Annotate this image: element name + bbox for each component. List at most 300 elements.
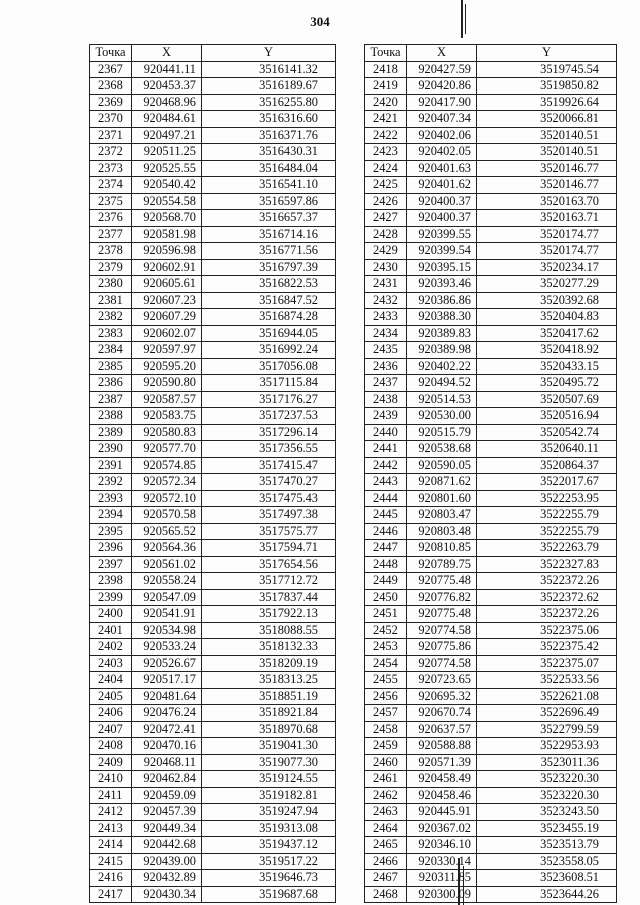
x-coordinate-cell: 920590.05 [407, 457, 477, 474]
table-row [365, 94, 617, 111]
y-coordinate-cell: 3520163.71 [477, 210, 617, 227]
table-row [90, 177, 336, 194]
table-row [90, 358, 336, 375]
point-number-cell: 2415 [90, 853, 132, 870]
x-coordinate-cell: 920565.52 [132, 523, 202, 540]
coordinates-table-left [89, 44, 336, 903]
table-row [365, 853, 617, 870]
table-row [365, 738, 617, 755]
x-coordinate-cell: 920458.46 [407, 787, 477, 804]
point-number-cell: 2431 [365, 276, 407, 293]
y-coordinate-cell: 3519247.94 [202, 804, 336, 821]
x-coordinate-cell: 920803.48 [407, 523, 477, 540]
table-row [90, 655, 336, 672]
y-coordinate-cell: 3522255.79 [477, 507, 617, 524]
y-coordinate-cell: 3523558.05 [477, 853, 617, 870]
x-coordinate-cell: 920402.22 [407, 358, 477, 375]
x-coordinate-cell: 920570.58 [132, 507, 202, 524]
point-number-cell: 2457 [365, 705, 407, 722]
x-coordinate-cell: 920588.88 [407, 738, 477, 755]
y-coordinate-cell: 3523243.50 [477, 804, 617, 821]
y-coordinate-cell: 3523220.30 [477, 771, 617, 788]
x-coordinate-cell: 920774.58 [407, 655, 477, 672]
y-coordinate-cell: 3519437.12 [202, 837, 336, 854]
x-coordinate-cell: 920449.34 [132, 820, 202, 837]
x-coordinate-cell: 920481.64 [132, 688, 202, 705]
y-coordinate-cell: 3520234.17 [477, 259, 617, 276]
x-coordinate-cell: 920395.15 [407, 259, 477, 276]
point-number-cell: 2440 [365, 424, 407, 441]
y-coordinate-cell: 3518851.19 [202, 688, 336, 705]
y-coordinate-cell: 3522372.26 [477, 573, 617, 590]
y-coordinate-cell: 3520404.83 [477, 309, 617, 326]
y-coordinate-cell: 3520542.74 [477, 424, 617, 441]
y-coordinate-cell: 3516484.04 [202, 160, 336, 177]
y-coordinate-cell: 3516597.86 [202, 193, 336, 210]
x-coordinate-cell: 920401.62 [407, 177, 477, 194]
y-coordinate-cell: 3517415.47 [202, 457, 336, 474]
point-number-cell: 2385 [90, 358, 132, 375]
point-number-cell: 2447 [365, 540, 407, 557]
table-row [90, 804, 336, 821]
table-row [365, 573, 617, 590]
point-number-cell: 2467 [365, 870, 407, 887]
y-coordinate-cell: 3523220.30 [477, 787, 617, 804]
x-coordinate-cell: 920497.21 [132, 127, 202, 144]
point-number-cell: 2468 [365, 886, 407, 903]
x-coordinate-cell: 920596.98 [132, 243, 202, 260]
point-number-cell: 2444 [365, 490, 407, 507]
point-number-cell: 2450 [365, 589, 407, 606]
table-row [90, 292, 336, 309]
x-coordinate-cell: 920574.85 [132, 457, 202, 474]
y-coordinate-cell: 3517115.84 [202, 375, 336, 392]
table-row [90, 837, 336, 854]
point-number-cell: 2466 [365, 853, 407, 870]
x-coordinate-cell: 920810.85 [407, 540, 477, 557]
y-coordinate-cell: 3522533.56 [477, 672, 617, 689]
point-number-cell: 2423 [365, 144, 407, 161]
x-coordinate-cell: 920330.14 [407, 853, 477, 870]
y-coordinate-cell: 3522017.67 [477, 474, 617, 491]
x-coordinate-cell: 920458.49 [407, 771, 477, 788]
table-row [365, 606, 617, 623]
table-row [90, 705, 336, 722]
point-number-cell: 2401 [90, 622, 132, 639]
table-row [365, 292, 617, 309]
table-row [365, 127, 617, 144]
x-coordinate-cell: 920774.58 [407, 622, 477, 639]
y-coordinate-cell: 3520864.37 [477, 457, 617, 474]
x-coordinate-cell: 920393.46 [407, 276, 477, 293]
table-row [365, 177, 617, 194]
table-row [90, 754, 336, 771]
point-number-cell: 2399 [90, 589, 132, 606]
table-row [90, 243, 336, 260]
table-row [365, 160, 617, 177]
y-coordinate-cell: 3517575.77 [202, 523, 336, 540]
table-row [365, 655, 617, 672]
y-coordinate-cell: 3520418.92 [477, 342, 617, 359]
y-coordinate-cell: 3519646.73 [202, 870, 336, 887]
x-coordinate-cell: 920695.32 [407, 688, 477, 705]
table-row [365, 870, 617, 887]
header-x: X [407, 45, 477, 62]
y-coordinate-cell: 3522255.79 [477, 523, 617, 540]
x-coordinate-cell: 920670.74 [407, 705, 477, 722]
y-coordinate-cell: 3522263.79 [477, 540, 617, 557]
table-row [90, 325, 336, 342]
table-row [90, 144, 336, 161]
x-coordinate-cell: 920525.55 [132, 160, 202, 177]
x-coordinate-cell: 920462.84 [132, 771, 202, 788]
x-coordinate-cell: 920399.55 [407, 226, 477, 243]
x-coordinate-cell: 920457.39 [132, 804, 202, 821]
y-coordinate-cell: 3519182.81 [202, 787, 336, 804]
y-coordinate-cell: 3519077.30 [202, 754, 336, 771]
x-coordinate-cell: 920561.02 [132, 556, 202, 573]
y-coordinate-cell: 3517922.13 [202, 606, 336, 623]
x-coordinate-cell: 920723.65 [407, 672, 477, 689]
table-row [90, 342, 336, 359]
x-coordinate-cell: 920389.98 [407, 342, 477, 359]
y-coordinate-cell: 3516874.28 [202, 309, 336, 326]
x-coordinate-cell: 920346.10 [407, 837, 477, 854]
x-coordinate-cell: 920540.42 [132, 177, 202, 194]
header-y: Y [477, 45, 617, 62]
table-row [365, 639, 617, 656]
x-coordinate-cell: 920547.09 [132, 589, 202, 606]
point-number-cell: 2425 [365, 177, 407, 194]
x-coordinate-cell: 920580.83 [132, 424, 202, 441]
x-coordinate-cell: 920871.62 [407, 474, 477, 491]
y-coordinate-cell: 3518088.55 [202, 622, 336, 639]
point-number-cell: 2460 [365, 754, 407, 771]
table-row [365, 325, 617, 342]
y-coordinate-cell: 3520392.68 [477, 292, 617, 309]
page-number: 304 [310, 14, 330, 29]
y-coordinate-cell: 3516430.31 [202, 144, 336, 161]
x-coordinate-cell: 920476.24 [132, 705, 202, 722]
table-row [365, 672, 617, 689]
point-number-cell: 2368 [90, 78, 132, 95]
table-row [365, 391, 617, 408]
y-coordinate-cell: 3517497.38 [202, 507, 336, 524]
y-coordinate-cell: 3518970.68 [202, 721, 336, 738]
y-coordinate-cell: 3516189.67 [202, 78, 336, 95]
x-coordinate-cell: 920494.52 [407, 375, 477, 392]
y-coordinate-cell: 3519313.08 [202, 820, 336, 837]
point-number-cell: 2461 [365, 771, 407, 788]
point-number-cell: 2462 [365, 787, 407, 804]
y-coordinate-cell: 3516141.32 [202, 61, 336, 78]
table-row [90, 160, 336, 177]
header-point: Точка [365, 45, 407, 62]
table-row [90, 672, 336, 689]
point-number-cell: 2453 [365, 639, 407, 656]
point-number-cell: 2452 [365, 622, 407, 639]
y-coordinate-cell: 3517654.56 [202, 556, 336, 573]
table-row [90, 589, 336, 606]
point-number-cell: 2367 [90, 61, 132, 78]
point-number-cell: 2454 [365, 655, 407, 672]
table-row [90, 127, 336, 144]
table-row [365, 243, 617, 260]
x-coordinate-cell: 920484.61 [132, 111, 202, 128]
table-row [90, 210, 336, 227]
x-coordinate-cell: 920470.16 [132, 738, 202, 755]
table-row [365, 540, 617, 557]
table-row [365, 309, 617, 326]
table-row [90, 523, 336, 540]
point-number-cell: 2382 [90, 309, 132, 326]
point-number-cell: 2435 [365, 342, 407, 359]
x-coordinate-cell: 920459.09 [132, 787, 202, 804]
point-number-cell: 2373 [90, 160, 132, 177]
point-number-cell: 2428 [365, 226, 407, 243]
point-number-cell: 2370 [90, 111, 132, 128]
y-coordinate-cell: 3517470.27 [202, 474, 336, 491]
x-coordinate-cell: 920607.29 [132, 309, 202, 326]
table-row [365, 457, 617, 474]
table-row [90, 573, 336, 590]
x-coordinate-cell: 920367.02 [407, 820, 477, 837]
point-number-cell: 2397 [90, 556, 132, 573]
y-coordinate-cell: 3518921.84 [202, 705, 336, 722]
x-coordinate-cell: 920602.91 [132, 259, 202, 276]
y-coordinate-cell: 3520417.62 [477, 325, 617, 342]
y-coordinate-cell: 3518209.19 [202, 655, 336, 672]
coordinates-table-right [364, 44, 617, 903]
y-coordinate-cell: 3516797.39 [202, 259, 336, 276]
point-number-cell: 2445 [365, 507, 407, 524]
y-coordinate-cell: 3522372.62 [477, 589, 617, 606]
point-number-cell: 2412 [90, 804, 132, 821]
y-coordinate-cell: 3519041.30 [202, 738, 336, 755]
point-number-cell: 2389 [90, 424, 132, 441]
point-number-cell: 2379 [90, 259, 132, 276]
x-coordinate-cell: 920571.39 [407, 754, 477, 771]
point-number-cell: 2436 [365, 358, 407, 375]
point-number-cell: 2434 [365, 325, 407, 342]
point-number-cell: 2378 [90, 243, 132, 260]
x-coordinate-cell: 920605.61 [132, 276, 202, 293]
y-coordinate-cell: 3517712.72 [202, 573, 336, 590]
x-coordinate-cell: 920427.59 [407, 61, 477, 78]
table-row [365, 78, 617, 95]
table-row [90, 474, 336, 491]
y-coordinate-cell: 3522372.26 [477, 606, 617, 623]
point-number-cell: 2393 [90, 490, 132, 507]
table-row [365, 259, 617, 276]
table-row [365, 787, 617, 804]
y-coordinate-cell: 3520433.15 [477, 358, 617, 375]
y-coordinate-cell: 3519926.64 [477, 94, 617, 111]
y-coordinate-cell: 3523011.36 [477, 754, 617, 771]
point-number-cell: 2406 [90, 705, 132, 722]
y-coordinate-cell: 3520277.29 [477, 276, 617, 293]
table-row [365, 589, 617, 606]
table-row [365, 474, 617, 491]
x-coordinate-cell: 920775.48 [407, 606, 477, 623]
scan-line-top [461, 0, 463, 38]
x-coordinate-cell: 920526.67 [132, 655, 202, 672]
y-coordinate-cell: 3522953.93 [477, 738, 617, 755]
table-row [365, 490, 617, 507]
y-coordinate-cell: 3520140.51 [477, 144, 617, 161]
point-number-cell: 2430 [365, 259, 407, 276]
x-coordinate-cell: 920554.58 [132, 193, 202, 210]
point-number-cell: 2446 [365, 523, 407, 540]
point-number-cell: 2388 [90, 408, 132, 425]
point-number-cell: 2402 [90, 639, 132, 656]
point-number-cell: 2381 [90, 292, 132, 309]
x-coordinate-cell: 920587.57 [132, 391, 202, 408]
x-coordinate-cell: 920789.75 [407, 556, 477, 573]
point-number-cell: 2421 [365, 111, 407, 128]
y-coordinate-cell: 3522375.42 [477, 639, 617, 656]
point-number-cell: 2443 [365, 474, 407, 491]
table-row [90, 606, 336, 623]
y-coordinate-cell: 3522799.59 [477, 721, 617, 738]
y-coordinate-cell: 3517296.14 [202, 424, 336, 441]
x-coordinate-cell: 920445.91 [407, 804, 477, 821]
point-number-cell: 2387 [90, 391, 132, 408]
y-coordinate-cell: 3522327.83 [477, 556, 617, 573]
x-coordinate-cell: 920468.96 [132, 94, 202, 111]
point-number-cell: 2417 [90, 886, 132, 903]
header-y: Y [202, 45, 336, 62]
y-coordinate-cell: 3520146.77 [477, 160, 617, 177]
point-number-cell: 2463 [365, 804, 407, 821]
x-coordinate-cell: 920533.24 [132, 639, 202, 656]
x-coordinate-cell: 920602.07 [132, 325, 202, 342]
table-row [90, 441, 336, 458]
y-coordinate-cell: 3520507.69 [477, 391, 617, 408]
point-number-cell: 2422 [365, 127, 407, 144]
table-row [365, 705, 617, 722]
y-coordinate-cell: 3519687.68 [202, 886, 336, 903]
y-coordinate-cell: 3520495.72 [477, 375, 617, 392]
point-number-cell: 2408 [90, 738, 132, 755]
table-row [90, 457, 336, 474]
point-number-cell: 2369 [90, 94, 132, 111]
point-number-cell: 2429 [365, 243, 407, 260]
x-coordinate-cell: 920530.00 [407, 408, 477, 425]
table-row [90, 424, 336, 441]
header-point: Точка [90, 45, 132, 62]
point-number-cell: 2404 [90, 672, 132, 689]
y-coordinate-cell: 3519124.55 [202, 771, 336, 788]
y-coordinate-cell: 3519517.22 [202, 853, 336, 870]
point-number-cell: 2374 [90, 177, 132, 194]
x-coordinate-cell: 920453.37 [132, 78, 202, 95]
x-coordinate-cell: 920590.80 [132, 375, 202, 392]
point-number-cell: 2391 [90, 457, 132, 474]
x-coordinate-cell: 920776.82 [407, 589, 477, 606]
y-coordinate-cell: 3520174.77 [477, 226, 617, 243]
y-coordinate-cell: 3520066.81 [477, 111, 617, 128]
point-number-cell: 2449 [365, 573, 407, 590]
table-row [365, 837, 617, 854]
point-number-cell: 2438 [365, 391, 407, 408]
point-number-cell: 2409 [90, 754, 132, 771]
table-row [90, 738, 336, 755]
x-coordinate-cell: 920430.34 [132, 886, 202, 903]
table-row [365, 61, 617, 78]
y-coordinate-cell: 3522375.07 [477, 655, 617, 672]
table-row [365, 556, 617, 573]
y-coordinate-cell: 3520174.77 [477, 243, 617, 260]
point-number-cell: 2456 [365, 688, 407, 705]
x-coordinate-cell: 920775.86 [407, 639, 477, 656]
y-coordinate-cell: 3522375.06 [477, 622, 617, 639]
table-row [365, 820, 617, 837]
point-number-cell: 2433 [365, 309, 407, 326]
y-coordinate-cell: 3517837.44 [202, 589, 336, 606]
x-coordinate-cell: 920597.97 [132, 342, 202, 359]
table-row [365, 754, 617, 771]
table-row [90, 771, 336, 788]
point-number-cell: 2390 [90, 441, 132, 458]
table-row [365, 886, 617, 903]
point-number-cell: 2442 [365, 457, 407, 474]
y-coordinate-cell: 3517056.08 [202, 358, 336, 375]
table-row [90, 886, 336, 903]
point-number-cell: 2392 [90, 474, 132, 491]
x-coordinate-cell: 920407.34 [407, 111, 477, 128]
x-coordinate-cell: 920581.98 [132, 226, 202, 243]
table-header-row [365, 45, 617, 62]
x-coordinate-cell: 920583.75 [132, 408, 202, 425]
point-number-cell: 2386 [90, 375, 132, 392]
point-number-cell: 2372 [90, 144, 132, 161]
table-row [365, 358, 617, 375]
table-row [90, 507, 336, 524]
table-row [90, 820, 336, 837]
table-row [90, 259, 336, 276]
y-coordinate-cell: 3516771.56 [202, 243, 336, 260]
x-coordinate-cell: 920432.89 [132, 870, 202, 887]
point-number-cell: 2371 [90, 127, 132, 144]
point-number-cell: 2413 [90, 820, 132, 837]
y-coordinate-cell: 3523608.51 [477, 870, 617, 887]
table-row [90, 540, 336, 557]
point-number-cell: 2380 [90, 276, 132, 293]
table-header-row [90, 45, 336, 62]
table-row [90, 375, 336, 392]
y-coordinate-cell: 3523455.19 [477, 820, 617, 837]
point-number-cell: 2419 [365, 78, 407, 95]
x-coordinate-cell: 920468.11 [132, 754, 202, 771]
x-coordinate-cell: 920637.57 [407, 721, 477, 738]
table-row [365, 193, 617, 210]
point-number-cell: 2451 [365, 606, 407, 623]
table-row [90, 639, 336, 656]
y-coordinate-cell: 3519850.82 [477, 78, 617, 95]
table-row [90, 309, 336, 326]
table-row [365, 688, 617, 705]
y-coordinate-cell: 3520146.77 [477, 177, 617, 194]
point-number-cell: 2414 [90, 837, 132, 854]
x-coordinate-cell: 920442.68 [132, 837, 202, 854]
point-number-cell: 2426 [365, 193, 407, 210]
point-number-cell: 2407 [90, 721, 132, 738]
scan-line-top-2 [465, 4, 466, 34]
x-coordinate-cell: 920439.00 [132, 853, 202, 870]
x-coordinate-cell: 920801.60 [407, 490, 477, 507]
point-number-cell: 2394 [90, 507, 132, 524]
